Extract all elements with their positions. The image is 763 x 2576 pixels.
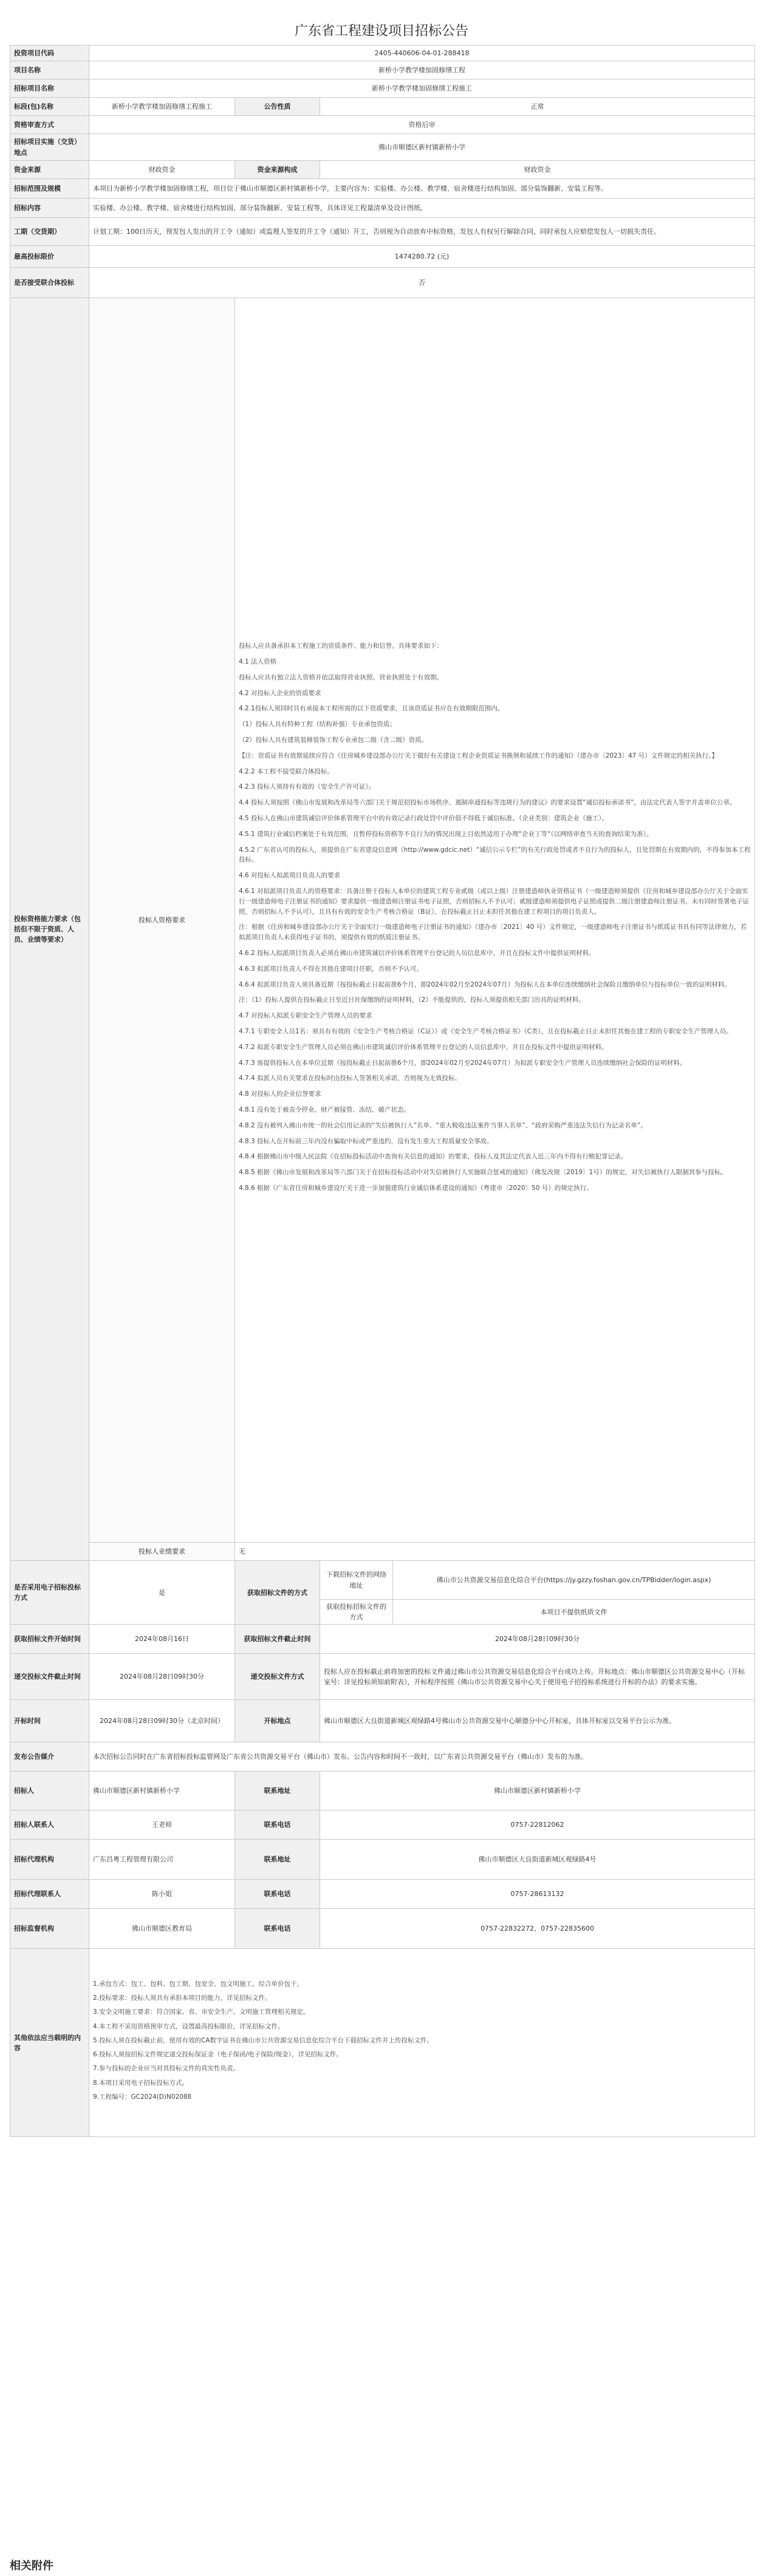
row-scope (10, 179, 755, 199)
requirement-paragraph: 4.8.6 根据《广东省住房和城乡建设厅关于进一步加强建筑行业诚信体系建设的通知》（粤建市〔2020〕50 号）的规定执行。 (239, 1184, 593, 1192)
label: 招标人联系人 (10, 1810, 89, 1840)
requirement-paragraph: 4.2.2 本工程不接受联合体投标。 (239, 767, 334, 775)
value: 1474280.72 (元) (89, 246, 755, 268)
label: 获取投标招标文件的方式 (320, 1600, 393, 1625)
requirement-paragraph: 投标人应具有独立法人资格并依法取得营业执照。营业执照处于有效期。 (239, 673, 443, 681)
label: 资金来源构成 (235, 161, 320, 179)
value: 佛山市顺德区大良街道新城区观绿路4号 (320, 1840, 755, 1880)
label: 递交投标文件方式 (235, 1654, 320, 1700)
value: 投标人应在投标截止前将加密的投标文件通过佛山市公共资源交易信息化综合平台成功上传。开标地点：佛山市顺德区公共资源交易中心（开标室号：详见投标须知前附表），开标程序按照《佛山市公共资源交易中心关于使用电子招投标系统进行开标的办法》的要求实施。 (320, 1654, 755, 1700)
label: 投资项目代码 (10, 46, 89, 61)
requirement-paragraph: 注：根据《住房和城乡建设部办公厅关于全面实行一级建造师电子注册证书的通知》（建办市〔2021〕40 号）文件规定，一级建造师电子注册证书与纸质证书具有同等法律效力，若拟派项目负责人未获得电子证书的，须提供有效的纸质注册证书。 (239, 923, 747, 942)
row-consortium (10, 268, 755, 298)
row-media (10, 1742, 755, 1772)
requirement-paragraph: 4.8.4 根据佛山市中级人民法院《在招标投标活动中查询有关信息的通知》的要求，投标人及其法定代表人近三年内不得有行贿犯罪记录。 (239, 1153, 628, 1161)
label: 是否采用电子招标投标方式 (10, 1561, 89, 1625)
value: 0757-22832272、0757-22835600 (320, 1909, 755, 1949)
label: 最高投标限价 (10, 246, 89, 268)
requirement-paragraph: 4.6 对投标人拟派项目负责人的要求 (239, 872, 341, 880)
label: 资格审查方式 (10, 116, 89, 134)
label: 工期（交货期） (10, 218, 89, 246)
label: 联系电话 (235, 1880, 320, 1909)
value: 佛山市顺德区大良街道新城区观绿路4号佛山市公共资源交易中心顺德分中心开标室，具体开标室以交易平台公示为准。 (320, 1700, 755, 1742)
value: 广东昌粤工程管理有限公司 (89, 1840, 235, 1880)
note-item: 5.投标人须在投标截止前，使用有效的CA数字证书在佛山市公共资源交易信息化综合平台下载招标文件并上传投标文件。 (93, 2036, 434, 2044)
label: 递交投标文件截止时间 (10, 1654, 89, 1700)
value: 佛山市顺德区新村镇新桥小学 (89, 134, 755, 161)
value: 新桥小学教学楼加固修缮工程 (89, 61, 755, 80)
row-other (10, 1949, 755, 2137)
label: 招标代理联系人 (10, 1880, 89, 1909)
row-supervisor (10, 1909, 755, 1949)
page-title: 广东省工程建设项目招标公告 (294, 24, 468, 39)
value: 是 (89, 1561, 235, 1625)
label: 联系电话 (235, 1909, 320, 1949)
label: 联系电话 (235, 1810, 320, 1840)
row-location (10, 134, 755, 161)
row-opening (10, 1700, 755, 1742)
requirement-paragraph: 4.7.4 拟派人员有关要求在投标时由投标人签署相关承诺，否则视为无效投标。 (239, 1075, 462, 1082)
row-max-price (10, 246, 755, 268)
value: 正常 (320, 98, 755, 116)
value: 陈小姐 (89, 1880, 235, 1909)
row-requirements (10, 298, 755, 1543)
value: 2024年08月28日09时30分（北京时间） (89, 1700, 235, 1742)
requirement-paragraph: 投标人应具备承担本工程施工的资质条件、能力和信誉。具体要求如下： (239, 642, 443, 650)
row-tenderer-contact (10, 1810, 755, 1840)
download-link[interactable]: 佛山市公共资源交易信息化综合平台(https://jy.gzzy.foshan.gov.cn/TPBidder/login.aspx) (393, 1561, 755, 1600)
value: 新桥小学教学楼加固修缮工程施工 (89, 98, 235, 116)
value: 本项目不提供纸质文件 (393, 1600, 755, 1625)
requirement-paragraph: 4.5 投标人在佛山市建筑诚信评价体系管理平台中的有效记录行政处罚中评价值不得低于诚信标准。（企业类别：建筑企业（施工）。 (239, 815, 609, 823)
requirement-paragraph: 注：（1）投标人提供在投标截止日至近日社保缴纳的证明材料，（2）不能提供的，投标人须提供相关部门出具的证明材料。 (239, 996, 585, 1004)
requirement-paragraph: 4.4 投标人须按照《佛山市发展和改革局等六部门关于规范招投标市场秩序、遏制串通投标等违规行为的建议》的要求设置“诚信投标承诺书”，由法定代表人签字并盖单位公章。 (239, 799, 736, 807)
value: 2024年08月28日09时30分 (320, 1625, 755, 1654)
label: 招标范围及规模 (10, 179, 89, 199)
sub-label: 投标人资格要求 (89, 298, 235, 1543)
requirement-paragraph: 4.7.1 专职安全人员1名：须具有有效的《安全生产考核合格证（C证）》或《安全生产考核合格证书》（C类），且在投标截止日止未担任其他在建工程的专职安全生产管理人员。 (239, 1027, 733, 1035)
label: 联系地址 (235, 1772, 320, 1810)
requirement-paragraph: 4.6.1 对拟派项目负责人的资格要求：具备注册于投标人本单位的建筑工程专业贰级（或以上级）注册建造师执业资格证书（一级建造师须提供《住房和城乡建设部办公厅关于全面实行一级建造师电子注册证书的通知》要求提供一级建造师注册证书电子证照，否则招标人不予认可；贰级建造师须提供电子证照或提供二级注册建造师注册证书，未有同时签署电子证照，否则招标人不予认可），且具有有效的安全生产考核合格证（B证），在投标截止日止未担任其他在建工程项目的项目负责人。 (239, 888, 749, 916)
row-tenderer (10, 1772, 755, 1810)
label: 获取招标文件开始时间 (10, 1625, 89, 1654)
row-period (10, 218, 755, 246)
label: 下载招标文件的网络地址 (320, 1561, 393, 1600)
value: 0757-22812062 (320, 1810, 755, 1840)
requirement-paragraph: 4.6.2 投标人拟派项目负责人必须在佛山市建筑诚信评价体系管理平台登记的人员信息库中，并且在投标文件中提供证明材料。 (239, 949, 595, 957)
label: 是否接受联合体投标 (10, 268, 89, 298)
requirement-paragraph: 4.8.1 没有处于被责令停业，财产被接管、冻结，破产状态。 (239, 1106, 411, 1113)
row-review (10, 116, 755, 134)
row-get-time (10, 1625, 755, 1654)
requirement-paragraph: 4.2.3 投标人须持有有效的《安全生产许可证》。 (239, 783, 375, 791)
value: 实验楼、办公楼、教学楼、宿舍楼进行结构加固、部分装饰翻新、安装工程等，具体详见工程量清单及设计图纸。 (89, 199, 755, 218)
label: 资金来源 (10, 161, 89, 179)
value: 财政资金 (89, 161, 235, 179)
row-section (10, 98, 755, 116)
requirement-paragraph: 4.7.3 需提供投标人在本单位近期（按投标截止日起前推6个月，即2024年02月至2024年07月）为拟派专职安全生产管理人员连续缴纳社会保险的证明材料。 (239, 1059, 686, 1067)
attachments-heading: 相关附件 (10, 2560, 53, 2572)
note-item: 1.承包方式：包工、包料、包工期、包安全、包文明施工，综合单价包干。 (93, 1980, 304, 1988)
value: 王老师 (89, 1810, 235, 1840)
value: 2405-440606-04-01-288418 (89, 46, 755, 61)
label: 投标人业绩要求 (89, 1543, 235, 1561)
value: 2024年08月28日09时30分 (89, 1654, 235, 1700)
requirement-paragraph: 4.2.1投标人须同时具有承接本工程所需的以下资质要求，且该资质证书应在有效期限范围内。 (239, 705, 504, 713)
label: 招标内容 (10, 199, 89, 218)
value: 佛山市顺德区教育局 (89, 1909, 235, 1949)
requirement-paragraph: 4.6.4 拟派项目负责人须具备近期（按投标截止日起前推6个月，即2024年02月至2024年07月）为投标人在本单位连续缴纳社会保险且缴纳单位与投标单位一致的证明材料。 (239, 980, 731, 988)
row-agent (10, 1840, 755, 1880)
requirement-paragraph: 4.6.3 拟派项目负责人不得在其他在建项目任职，否则不予认可。 (239, 965, 423, 973)
label: 招标项目名称 (10, 80, 89, 98)
label: 公告性质 (235, 98, 320, 116)
row-performance (10, 1543, 755, 1561)
requirement-paragraph: 4.1 法人资格 (239, 658, 277, 666)
value: 本次招标公告同时在广东省招标投标监管网及广东省公共资源交易平台（佛山市）发布。公告内容和时间不一致时，以广东省公共资源交易平台（佛山市）发布的为准。 (89, 1742, 755, 1772)
row-ebid (10, 1561, 755, 1600)
note-item: 2.投标要求：投标人须具有承担本项目的能力，详见招标文件。 (93, 1994, 272, 2002)
requirement-paragraph: 4.7 对投标人拟派专职安全生产管理人员的要求 (239, 1012, 372, 1020)
other-list (89, 1949, 755, 2137)
value: 佛山市顺德区新村镇新桥小学 (320, 1772, 755, 1810)
label: 其他依法应当载明的内容 (10, 1949, 89, 2137)
note-item: 6.投标人须按招标文件规定递交投标保证金（电子保函/电子保险/现金），详见招标文件。 (93, 2051, 343, 2059)
value: 本项目为新桥小学教学楼加固修缮工程，项目位于佛山市顺德区新村镇新桥小学，主要内容为：实验楼、办公楼、教学楼、宿舍楼进行结构加固、部分装饰翻新、安装工程等。 (89, 179, 755, 199)
label: 开标地点 (235, 1700, 320, 1742)
requirement-paragraph: 【注：资质证书有效期延续应符合《住房城乡建设部办公厅关于做好有关建设工程企业资质证书换领和延续工作的通知》（建办市〔2023〕47 号）文件规定的相关执行。】 (239, 752, 718, 760)
requirement-paragraph: 4.8 对投标人的企业信誉要求 (239, 1090, 321, 1098)
label: 投标资格能力要求（包括但不限于资质、人员、业绩等要求） (10, 298, 89, 1561)
note-item: 3.安全文明施工要求：符合国家、省、市安全生产、文明施工管理相关规定。 (93, 2008, 310, 2016)
requirement-paragraph: 4.7.2 拟派专职安全生产管理人员必须在佛山市建筑诚信评价体系管理平台登记的人员信息库中，并且在投标文件中提供证明材料。 (239, 1043, 608, 1051)
note-item: 8.本项目采用电子招标投标方式。 (93, 2079, 189, 2087)
value: 佛山市顺德区新村镇新桥小学 (89, 1772, 235, 1810)
requirement-paragraph: （1）投标人具有特种工程（结构补强）专业承包资质； (239, 721, 396, 729)
label: 招标代理机构 (10, 1840, 89, 1880)
label: 联系地址 (235, 1840, 320, 1880)
requirement-paragraph: 4.8.2 没有被列入佛山市统一的社会信用记录的“失信被执行人”名单、“重大税收违法案件当事人名单”、“政府采购严重违法失信行为记录名单”。 (239, 1121, 647, 1129)
row-agent-contact (10, 1880, 755, 1909)
note-item: 9.工程编号：GC2024(D)N02088 (93, 2093, 192, 2101)
label: 获取招标文件截止时间 (235, 1625, 320, 1654)
label: 项目名称 (10, 61, 89, 80)
note-item: 7.参与投标的企业应当对其投标文件的真实性负责。 (93, 2065, 240, 2073)
row-project-code (10, 46, 755, 61)
value: 财政资金 (320, 161, 755, 179)
value: 无 (235, 1543, 755, 1561)
requirement-paragraph: 4.5.2 广东省认可的投标人，须提供在广东省建设信息网（http://www.gdcic.net）“诚信公示专栏”的有关行政处罚或者不良行为的投标人，且处罚期在有效期内的，不得参加本工程投标。 (239, 846, 751, 864)
label: 发布公告媒介 (10, 1742, 89, 1772)
tender-table (10, 45, 755, 2137)
row-submit (10, 1654, 755, 1700)
label: 开标时间 (10, 1700, 89, 1742)
value: 0757-28613132 (320, 1880, 755, 1909)
value: 2024年08月16日 (89, 1625, 235, 1654)
label: 招标人 (10, 1772, 89, 1810)
row-content (10, 199, 755, 218)
requirement-paragraph: 4.5.1 建筑行业诚信档案处于有效范围，且暂停投标资格等不良行为的情况出现上目依然适用于办理“企业丁等“（以网络审查当天的查询结果为准）。 (239, 830, 653, 838)
value: 否 (89, 268, 755, 298)
label: 招标项目实施（交货）地点 (10, 134, 89, 161)
requirements-text (235, 298, 755, 1543)
value: 新桥小学教学楼加固修缮工程施工 (89, 80, 755, 98)
row-tender-name (10, 80, 755, 98)
row-funding (10, 161, 755, 179)
value: 计划工期：100日历天，预发包人发出的开工令（通知）或监理人签发的开工令（通知）开工，否则视为自动放弃中标资格，发包人有权另行解除合同，同时承包人应赔偿发包人一切损失责任。 (89, 218, 755, 246)
label: 获取招标文件的方式 (235, 1561, 320, 1625)
value: 资格后审 (89, 116, 755, 134)
requirement-paragraph: 4.8.5 根据《佛山市发展和改革局等六部门关于在招标投标活动中对失信被执行人实施联合惩戒的通知》（佛发改规〔2019〕1号）的规定，对失信被执行人限制其参与投标。 (239, 1169, 727, 1177)
label: 招标监督机构 (10, 1909, 89, 1949)
requirement-paragraph: 4.8.3 投标人在开标前三年内没有骗取中标或严重违约，没有发生重大工程质量安全事故。 (239, 1137, 493, 1145)
label: 标段(包)名称 (10, 98, 89, 116)
note-item: 4.本工程不采用资格预审方式，设置最高投标限价，详见招标文件。 (93, 2022, 284, 2030)
requirement-paragraph: （2）投标人具有建筑装修装饰工程专业承包二级（含二级）资质。 (239, 736, 428, 744)
requirement-paragraph: 4.2 对投标人企业的资质要求 (239, 689, 321, 697)
row-project-name (10, 61, 755, 80)
